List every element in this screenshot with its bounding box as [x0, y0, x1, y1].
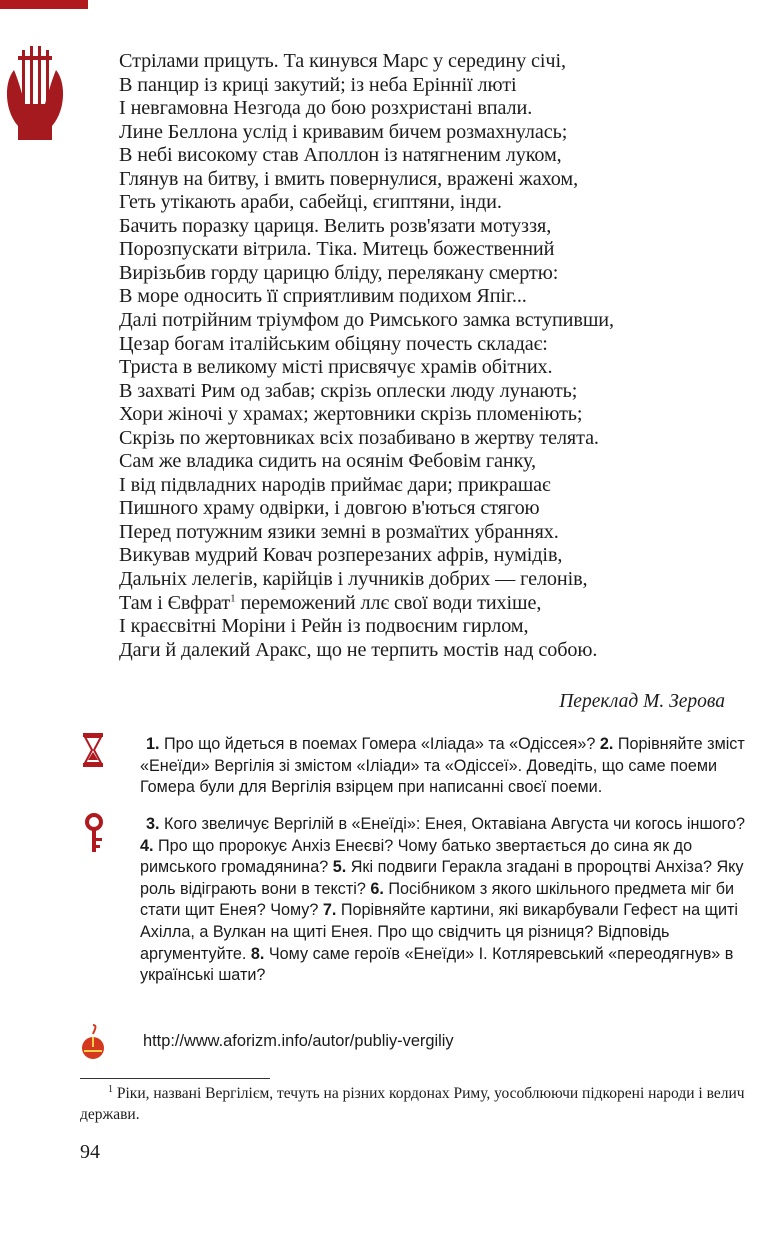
poem-line: Порозпускати вітрила. Тіка. Митець божественний — [119, 238, 555, 261]
poem-line: І невгамовна Незгода до бою розхристані впали. — [119, 97, 533, 120]
poem-line: Викував мудрий Ковач розперезаних афрів, нумідів, — [119, 544, 563, 567]
footnote-number: 1 — [108, 1083, 113, 1095]
question-number: 7. — [322, 901, 337, 920]
questions-group-1 — [140, 734, 756, 799]
poem-line: Триста в великому місті присвячує храмів обітних. — [119, 356, 553, 379]
poem-line-part: переможений ллє свої води тихіше, — [235, 591, 542, 614]
question-number: 6. — [370, 879, 384, 898]
computer-mouse-icon — [80, 1024, 106, 1060]
corner-accent-bar — [0, 0, 88, 9]
poem-line-euphrates — [119, 592, 759, 616]
poem-line: Глянув на битву, і вмить повернулися, вражені жахом, — [119, 167, 579, 190]
poem-line: Лине Беллона услід і кривавим бичем розмахнулась; — [119, 120, 568, 143]
poem-line: В панцир із криці закутий; із неба Еріннії люті — [119, 73, 517, 96]
question-text: Про що йдеться в поемах Гомера «Іліада» та «Одіссея»? — [159, 735, 600, 753]
poem-line: Перед потужним язики земні в розмаїтих убраннях. — [119, 520, 559, 543]
poem-line-part: Там і Євфрат — [119, 591, 231, 614]
footnote-marker: 1 — [230, 591, 236, 604]
web-link[interactable]: http://www.aforizm.info/autor/publiy-vergiliy — [143, 1032, 454, 1050]
question-text: Чому саме героїв «Енеїди» І. Котляревський «переодягнув» в українські шати? — [140, 944, 734, 985]
question-number: 2. — [599, 735, 614, 753]
poem-line: В захваті Рим од забав; скрізь оплески люду лунають; — [119, 379, 578, 402]
poem-line: Хори жіночі у храмах; жертовники скрізь пломеніють; — [119, 403, 583, 426]
question-text: Порівняйте картини, які викарбували Гефест на щиті Ахілла, а Вулкан на щиті Енея. Про що свідчить ця різниця? Відповідь аргументуйте. — [140, 901, 739, 963]
poem-line: В море односить її сприятливим подихом Япіг... — [119, 285, 527, 308]
question-number: 5. — [332, 858, 347, 877]
poem-line: Дальніх лелегів, карійців і лучників добрих — гелонів, — [119, 568, 588, 591]
poem-line: Стрілами прицуть. Та кинувся Марс у середину січі, — [119, 50, 566, 72]
footnote-divider — [80, 1078, 270, 1079]
poem-line: Вирізьбив горду царицю бліду, перелякану смертю: — [119, 261, 559, 284]
poem-line: І краєсвітні Моріни і Рейн із подвоєним гирлом, — [119, 615, 529, 638]
question-text: Посібником з якого шкільного предмета міг би стати щит Енея? Чому? — [140, 879, 735, 920]
poem-line: Пишного храму одвірки, і довгою в'ються стягою — [119, 497, 540, 520]
page-number: 94 — [80, 1141, 100, 1163]
question-text: Порівняйте зміст «Енеїди» Вергілія зі змістом «Іліади» та «Одіссеї». Доведіть, що саме поеми Гомера були для Вергілія взірцем при написанні своєї поеми. — [140, 735, 745, 797]
hourglass-icon — [82, 733, 104, 767]
translation-credit: Переклад М. Зерова — [559, 691, 725, 712]
poem-line: Скрізь по жертовниках всіх позабивано в жертву телята. — [119, 426, 599, 449]
poem-line: Цезар богам італійським обіцяну почесть складає: — [119, 332, 548, 355]
poem-line: Далі потрійним тріумфом до Римського замка вступивши, — [119, 309, 614, 332]
footnote — [80, 1084, 765, 1125]
poem-line: Бачить поразку цариця. Велить розв'язати мотуззя, — [119, 214, 552, 237]
poem-line: Геть утікають араби, сабейці, єгиптяни, інди. — [119, 191, 502, 214]
poem-text — [119, 50, 759, 662]
question-text: Які подвиги Геракла згадані в пророцтві Анхіза? Яку роль відіграють вони в тексті? — [140, 858, 744, 898]
question-number: 8. — [250, 944, 265, 963]
poem-line: І від підвладних народів приймає дари; прикрашає — [119, 473, 551, 496]
question-number: 1. — [146, 735, 160, 753]
key-icon — [82, 813, 106, 853]
question-text: Про що пророкує Анхіз Енеєві? Чому батько звертається до сина як до римського громадянина? — [140, 836, 693, 877]
footnote-text: Ріки, названі Вергілієм, течуть на різних кордонах Риму, уособлюючи підкорені народи і велич держави. — [80, 1085, 745, 1123]
poem-line: В небі високому став Аполлон із натягненим луком, — [119, 144, 562, 167]
poem-line: Даги й далекий Аракс, що не терпить мостів над собою. — [119, 638, 598, 661]
question-text: Кого звеличує Вергілій в «Енеїді»: Енея, Октавіана Августа чи когось іншого? — [159, 815, 745, 833]
poem-line: Сам же владика сидить на осянім Фебовім ганку, — [119, 450, 536, 473]
lyre-icon — [4, 42, 66, 146]
question-number: 4. — [140, 836, 154, 855]
questions-group-2 — [140, 814, 756, 987]
question-number: 3. — [146, 815, 160, 833]
